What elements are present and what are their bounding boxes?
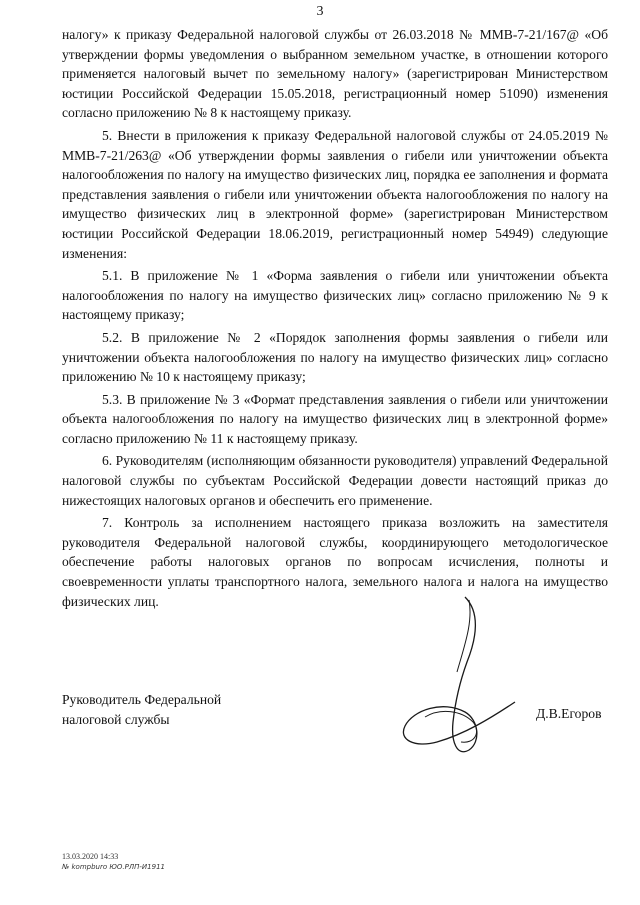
page-number: 3 (316, 4, 324, 19)
handwritten-signature (395, 592, 535, 762)
footer-stamp: № kompburo ЮО.РЛП-И1911 (62, 863, 165, 871)
footer-timestamp: 13.03.2020 14:33 (62, 852, 119, 861)
document-footer (62, 852, 165, 872)
signer-title-line-1: Руководитель Федеральной (62, 692, 222, 707)
paragraph-5-2: 5.2. В приложение № 2 «Порядок заполнения формы заявления о гибели или уничтожении объекта налогообложения по налогу на имущество физических лиц» согласно приложению № 10 к настоящему приказу; (62, 329, 608, 385)
paragraph-6: 6. Руководителям (исполняющим обязанности руководителя) управлений Федеральной налоговой службы по субъектам Российской Федерации довести настоящий приказ до нижестоящих налоговых органов и обеспечить его применение. (62, 453, 608, 508)
paragraph-5-1: 5.1. В приложение № 1 «Форма заявления о гибели или уничтожении объекта налогообложения по налогу на имущество физических лиц» согласно приложению № 9 к настоящему приказу; (62, 268, 608, 323)
paragraph-5: 5. Внести в приложения к приказу Федеральной налоговой службы от 24.05.2019 № ММВ-7-21/263@ «Об утверждении формы заявления о гибели или уничтожении объекта налогообложения по налогу на имущество физических лиц, порядка ее заполнения и формата представления заявления о гибели или уничтожении объекта налогообложения по налогу на имущество физических лиц в электронной форме» (зарегистрирован Министерством юстиции Российской Федерации 18.06.2019, регистрационный номер 54949) следующие изменения: (62, 127, 608, 261)
paragraph-5-3: 5.3. В приложение № 3 «Формат представления заявления о гибели или уничтожении объекта налогообложения по налогу на имущество физических лиц в электронной форме» согласно приложению № 11 к настоящему приказу. (62, 391, 608, 446)
paragraph-continuation: налогу» к приказу Федеральной налоговой службы от 26.03.2018 № ММВ-7-21/167@ «Об утверждении формы уведомления о выбранном земельном участке, в отношении которого применяется налоговый вычет по земельному налогу» (зарегистрирован Министерством юстиции Российской Федерации 15.05.2018, регистрационный номер 51090) изменения согласно приложению № 8 к настоящему приказу. (62, 27, 608, 121)
signer-title-line-2: налоговой службы (62, 711, 170, 727)
signer-title (62, 690, 221, 729)
signer-name: Д.В.Егоров (536, 706, 602, 721)
paragraph-7: 7. Контроль за исполнением настоящего приказа возложить на заместителя руководителя Федеральной налоговой службы, координирующего методологическое обеспечение работы налоговых органов по вопросам исчисления, полноты и своевременности уплаты транспортного налога, земельного налога и налога на имущество физических лиц. (62, 515, 608, 609)
document-body (62, 25, 608, 611)
